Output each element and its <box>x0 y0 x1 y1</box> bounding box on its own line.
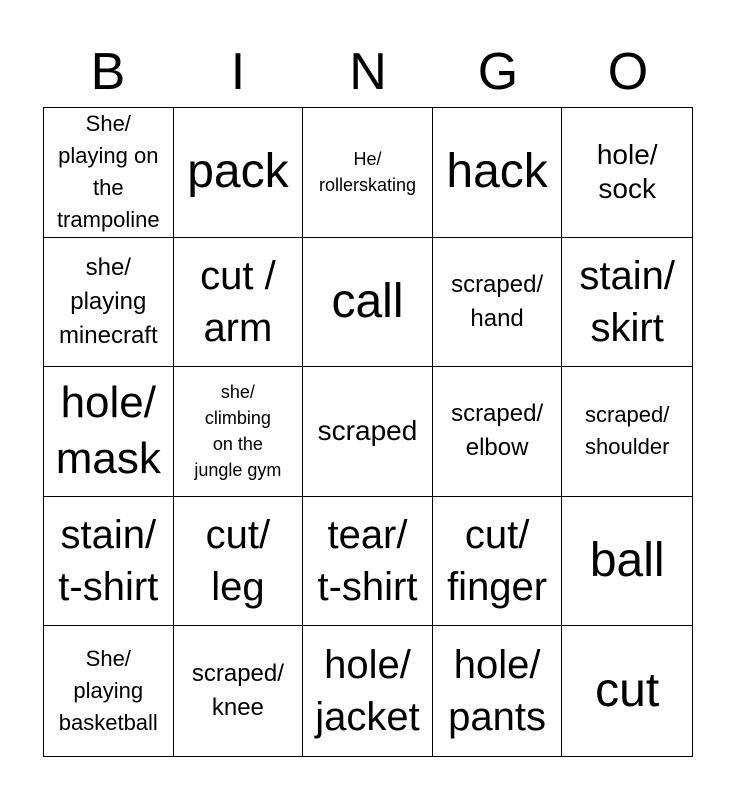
bingo-cell-text: tear/ t-shirt <box>317 513 418 610</box>
bingo-cell-text: she/ playing minecraft <box>58 253 158 349</box>
bingo-cell-5-1[interactable] <box>44 626 174 756</box>
bingo-cell-text: She/ playing basketball <box>58 646 158 736</box>
bingo-board <box>43 107 693 757</box>
bingo-cell-2-3[interactable] <box>303 238 433 368</box>
header-letter-b: B <box>90 43 126 101</box>
bingo-cell-text: cut / arm <box>200 253 276 350</box>
header-letter-i: I <box>230 43 246 101</box>
bingo-cell-4-5[interactable] <box>562 497 692 627</box>
bingo-cell-1-5[interactable] <box>562 108 692 238</box>
header-letter-o: O <box>607 43 649 101</box>
bingo-cell-text: hole/ mask <box>55 378 161 484</box>
bingo-cell-4-4[interactable] <box>433 497 563 627</box>
bingo-cell-3-1[interactable] <box>44 367 174 497</box>
bingo-cell-text: stain/ skirt <box>579 253 675 350</box>
bingo-cell-3-5[interactable] <box>562 367 692 497</box>
bingo-cell-2-1[interactable] <box>44 238 174 368</box>
bingo-cell-text: He/ rollerskating <box>318 149 417 196</box>
bingo-cell-text: scraped/ knee <box>191 660 284 722</box>
bingo-cell-text: hole/ jacket <box>315 643 420 740</box>
bingo-cell-3-3[interactable] <box>303 367 433 497</box>
bingo-cell-4-1[interactable] <box>44 497 174 627</box>
bingo-cell-1-3[interactable] <box>303 108 433 238</box>
bingo-cell-4-2[interactable] <box>174 497 304 627</box>
bingo-cell-5-4[interactable] <box>433 626 563 756</box>
bingo-cell-text: ball <box>589 534 665 588</box>
bingo-cell-5-5[interactable] <box>562 626 692 756</box>
bingo-cell-text: scraped <box>317 415 418 447</box>
bingo-cell-text: she/ climbing on the jungle gym <box>194 382 282 481</box>
bingo-cell-1-4[interactable] <box>433 108 563 238</box>
bingo-cell-3-4[interactable] <box>433 367 563 497</box>
bingo-cell-text: stain/ t-shirt <box>58 513 159 610</box>
bingo-cell-text: hole/ pants <box>448 643 547 740</box>
bingo-cell-5-3[interactable] <box>303 626 433 756</box>
bingo-cell-text: cut/ leg <box>205 513 271 610</box>
bingo-cell-text: scraped/ elbow <box>451 400 544 462</box>
header-letter-g: G <box>477 43 519 101</box>
bingo-cell-text: scraped/ shoulder <box>585 402 670 460</box>
bingo-cell-text: hole/ sock <box>596 139 658 205</box>
bingo-cell-5-2[interactable] <box>174 626 304 756</box>
bingo-cell-1-2[interactable] <box>174 108 304 238</box>
bingo-cell-2-5[interactable] <box>562 238 692 368</box>
bingo-cell-text: cut/ finger <box>447 513 548 610</box>
bingo-header <box>43 40 693 104</box>
bingo-cell-2-4[interactable] <box>433 238 563 368</box>
bingo-cell-text: cut <box>595 664 660 718</box>
bingo-cell-text: She/ playing on the trampoline <box>56 111 160 233</box>
bingo-cell-text: hack <box>446 145 548 199</box>
bingo-cell-text: pack <box>187 145 289 199</box>
bingo-cell-1-1[interactable] <box>44 108 174 238</box>
bingo-cell-text: scraped/ hand <box>451 270 544 332</box>
bingo-cell-3-2[interactable] <box>174 367 304 497</box>
header-letter-n: N <box>349 43 387 101</box>
bingo-cell-2-2[interactable] <box>174 238 304 368</box>
bingo-cell-text: call <box>331 274 404 328</box>
bingo-cell-4-3[interactable] <box>303 497 433 627</box>
